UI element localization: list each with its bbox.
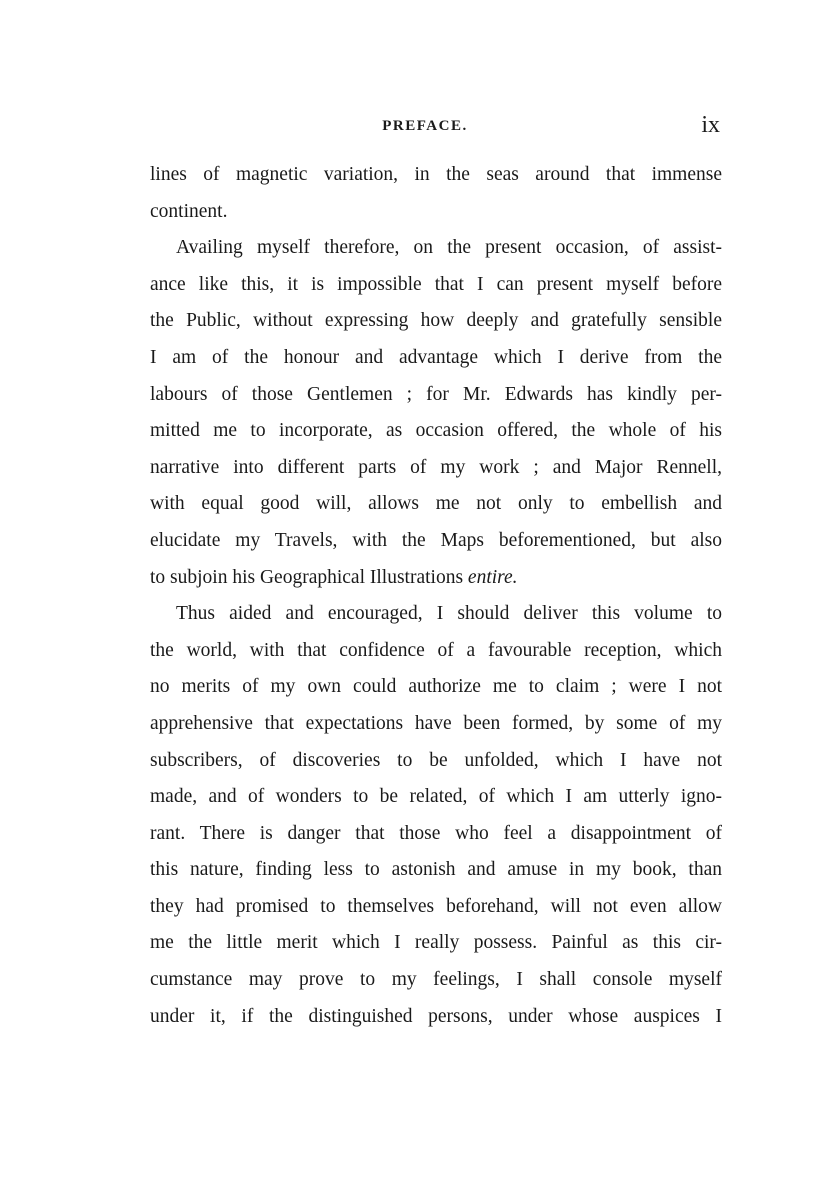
- text-line: ance like this, it is impossible that I can present myself before: [150, 273, 722, 295]
- text-line: labours of those Gentlemen ; for Mr. Edwards has kindly per-: [150, 383, 722, 405]
- emphasis-text: entire.: [467, 566, 518, 588]
- page-number: ix: [701, 112, 720, 138]
- text-line: Thus aided and encouraged, I should deliver this volume to: [176, 603, 722, 625]
- text-line: me the little merit which I really possess. Painful as this cir-: [150, 932, 722, 954]
- text-line: no merits of my own could authorize me to claim ; were I not: [150, 676, 722, 698]
- text-line: subscribers, of discoveries to be unfolded, which I have not: [150, 749, 722, 771]
- text-line: continent.: [150, 200, 228, 222]
- text-line: rant. There is danger that those who feel a disappointment of: [150, 822, 722, 844]
- text-span: to subjoin his Geographical Illustrations: [150, 566, 468, 588]
- text-line: Availing myself therefore, on the present occasion, of assist-: [176, 237, 722, 259]
- text-line: narrative into different parts of my work ; and Major Rennell,: [150, 456, 722, 478]
- text-line: this nature, finding less to astonish and amuse in my book, than: [150, 859, 722, 881]
- text-line: under it, if the distinguished persons, under whose auspices I: [150, 1005, 722, 1027]
- text-line: the world, with that confidence of a favourable reception, which: [150, 639, 722, 661]
- text-line: apprehensive that expectations have been formed, by some of my: [150, 712, 722, 734]
- body-text: [150, 157, 722, 1035]
- text-line: elucidate my Travels, with the Maps beforementioned, but also: [150, 529, 722, 551]
- text-line: the Public, without expressing how deeply and gratefully sensible: [150, 310, 722, 332]
- text-line: lines of magnetic variation, in the seas around that immense: [150, 164, 722, 185]
- text-line: made, and of wonders to be related, of which I am utterly igno-: [150, 786, 722, 808]
- page-header: [150, 112, 720, 146]
- text-line: mitted me to incorporate, as occasion offered, the whole of his: [150, 420, 722, 442]
- text-line: they had promised to themselves beforehand, will not even allow: [150, 895, 722, 917]
- running-head: PREFACE.: [382, 118, 468, 134]
- text-line: I am of the honour and advantage which I derive from the: [150, 346, 722, 368]
- text-line: [150, 560, 722, 597]
- text-line: with equal good will, allows me not only to embellish and: [150, 493, 722, 515]
- text-line: cumstance may prove to my feelings, I shall console myself: [150, 969, 722, 991]
